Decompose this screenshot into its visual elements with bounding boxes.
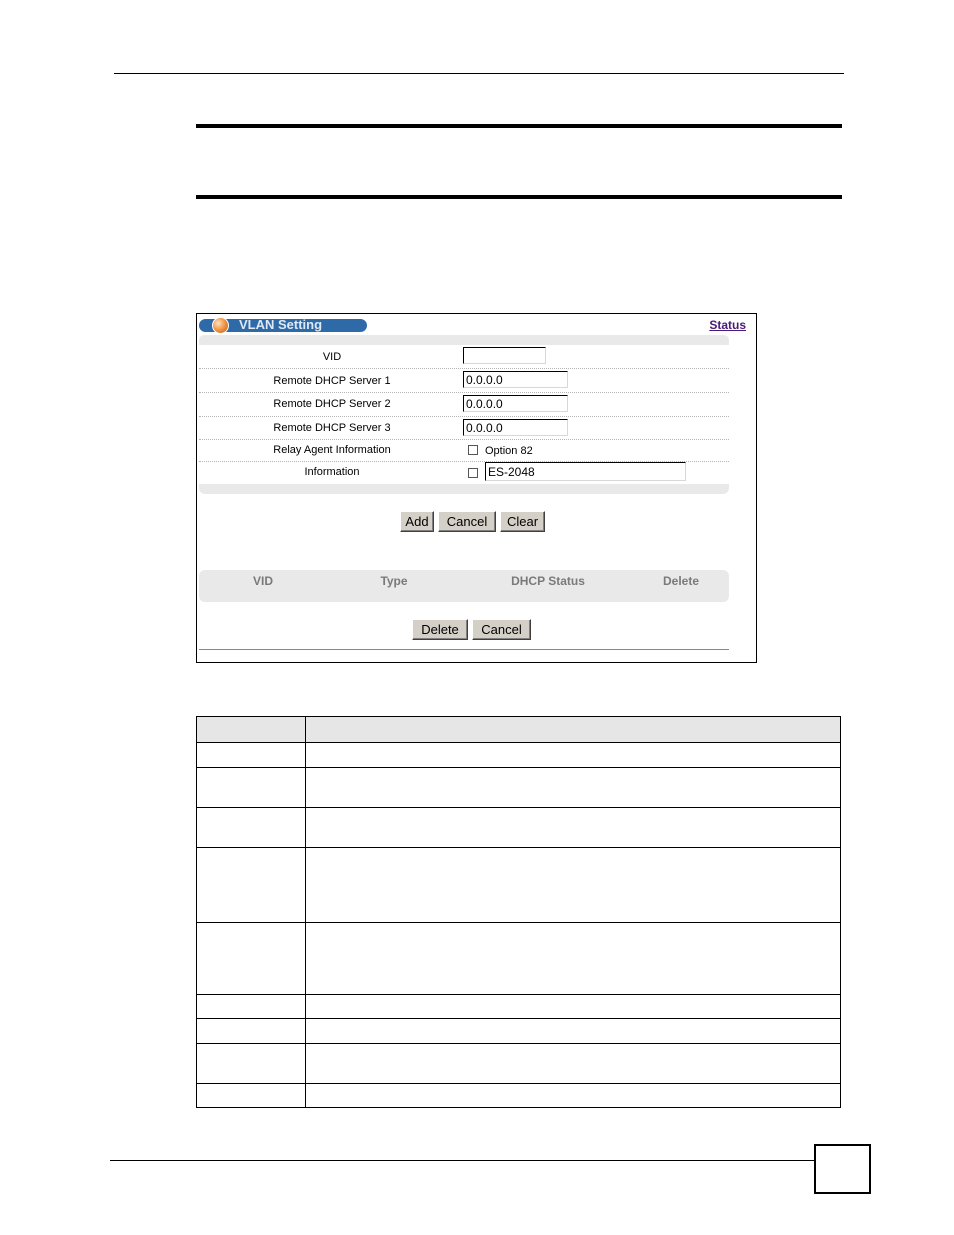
list-header-dhcp-status: DHCP Status [511, 574, 585, 588]
table-header-cell [197, 717, 306, 743]
form-row-relay [199, 440, 729, 462]
table-row [197, 808, 841, 848]
vlan-setting-screen [196, 313, 757, 663]
form-row-server2 [199, 393, 729, 417]
vlan-list-header [199, 570, 729, 602]
table-cell [306, 1019, 841, 1044]
cancel-list-button[interactable]: Cancel [472, 619, 531, 640]
header-rule [114, 73, 844, 74]
clear-button[interactable]: Clear [500, 511, 545, 532]
table-header-cell [306, 717, 841, 743]
information-input[interactable] [485, 462, 686, 481]
screen-bottom-rule [199, 649, 729, 650]
table-cell [306, 848, 841, 923]
field-description-table [196, 716, 841, 1108]
information-checkbox[interactable] [468, 468, 478, 478]
list-header-delete: Delete [662, 574, 700, 588]
information-label: Information [304, 466, 360, 478]
form-row-server1 [199, 369, 729, 393]
add-button[interactable]: Add [400, 511, 434, 532]
panel-top-bar [199, 335, 729, 345]
table-cell [306, 1044, 841, 1084]
table-row [197, 923, 841, 995]
table-cell [306, 1084, 841, 1108]
screen-title: VLAN Setting [239, 317, 323, 332]
cancel-button[interactable]: Cancel [438, 511, 496, 532]
vid-input[interactable] [463, 347, 546, 364]
form-row-information [199, 462, 729, 484]
table-row [197, 1044, 841, 1084]
section-rule-top [196, 124, 842, 128]
page-number-box [814, 1144, 871, 1194]
table-cell [306, 923, 841, 995]
table-cell [306, 768, 841, 808]
table-cell [197, 1044, 306, 1084]
table-row [197, 768, 841, 808]
table-cell [197, 808, 306, 848]
vlan-form-panel [199, 335, 729, 494]
table-cell [306, 808, 841, 848]
table-header-row [197, 717, 841, 743]
table-cell [197, 1084, 306, 1108]
server3-input[interactable] [463, 419, 568, 436]
orb-icon [212, 317, 229, 334]
table-cell [306, 743, 841, 768]
table-cell [197, 1019, 306, 1044]
table-cell [197, 743, 306, 768]
section-rule-bottom [196, 195, 842, 199]
table-cell [197, 995, 306, 1019]
table-row [197, 848, 841, 923]
list-header-vid: VID [252, 574, 273, 588]
server1-input[interactable] [463, 371, 568, 388]
form-row-vid [199, 345, 729, 369]
server1-label: Remote DHCP Server 1 [273, 375, 391, 387]
form-row-server3 [199, 417, 729, 440]
title-bar [199, 319, 367, 332]
relay-label: Relay Agent Information [273, 444, 391, 456]
option82-label: Option 82 [485, 445, 533, 457]
table-row [197, 1019, 841, 1044]
table-cell [197, 923, 306, 995]
server2-label: Remote DHCP Server 2 [273, 398, 391, 410]
vid-label: VID [322, 351, 342, 363]
table-cell [197, 768, 306, 808]
table-cell [306, 995, 841, 1019]
option82-checkbox[interactable] [468, 445, 478, 455]
status-link[interactable]: Status [709, 318, 746, 332]
table-row [197, 1084, 841, 1108]
footer-rule [110, 1160, 814, 1161]
server3-label: Remote DHCP Server 3 [273, 422, 391, 434]
table-cell [197, 848, 306, 923]
table-row [197, 995, 841, 1019]
table-row [197, 743, 841, 768]
panel-bottom-bar [199, 484, 729, 494]
delete-button[interactable]: Delete [412, 619, 468, 640]
list-header-type: Type [380, 574, 408, 588]
server2-input[interactable] [463, 395, 568, 412]
